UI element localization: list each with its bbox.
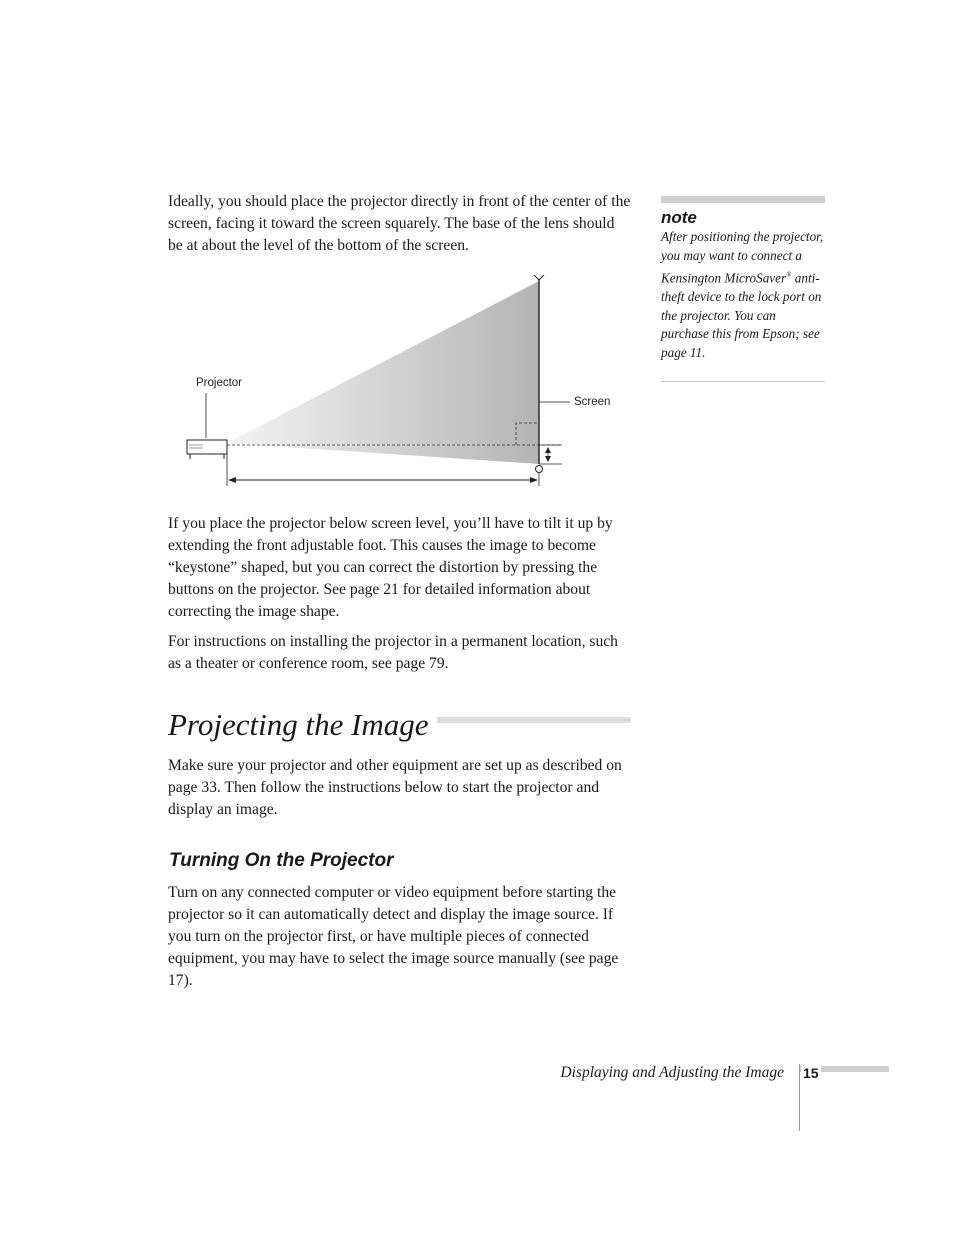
footer-divider <box>799 1064 800 1131</box>
offset-arrow-head-up <box>545 447 551 453</box>
distance-arrow-head-right <box>530 477 538 483</box>
page-number: 15 <box>803 1065 819 1081</box>
note-heading: note <box>661 208 697 227</box>
subsection-heading: Turning On the Projector <box>169 850 394 871</box>
offset-arrow-head-down <box>545 456 551 462</box>
registered-mark: ® <box>786 270 792 279</box>
note-text-end: anti-theft device to the lock port on the projector. You can purchase this from Epson; see page 11. <box>661 269 822 361</box>
tilt-paragraph: If you place the projector below screen level, you’ll have to tilt it up by extending the front adjustable foot. This causes the image to become “keystone” shaped, but you can correct the distortion by pressing the buttons on the projector. See page 21 for detailed information about correcting the image shape. <box>168 515 613 620</box>
note-divider <box>661 381 825 382</box>
section-heading: Projecting the Image <box>168 705 437 745</box>
distance-arrow-head-left <box>228 477 236 483</box>
projection-beam <box>227 281 539 464</box>
footer-chapter-title: Displaying and Adjusting the Image <box>560 1064 784 1081</box>
setup-paragraph: Make sure your projector and other equipment are set up as described on page 33. Then follow the instructions below to start the projector and display an image. <box>168 757 622 818</box>
screen-label: Screen <box>574 396 611 408</box>
power-on-paragraph: Turn on any connected computer or video equipment before starting the projector so it can automatically detect and display the image source. If you turn on the projector first, or have multiple pieces of connected equipment, you may have to select the image source manually (see page 17). <box>168 884 619 989</box>
note-bar <box>661 196 825 203</box>
screen-bottom-mark <box>536 466 543 473</box>
projector-label: Projector <box>196 377 243 389</box>
projector-placement-diagram <box>180 268 611 493</box>
note-sidebar <box>661 196 825 363</box>
installation-paragraph: For instructions on installing the projector in a permanent location, such as a theater or conference room, see page 79. <box>168 633 618 672</box>
note-text <box>661 228 825 363</box>
note-text-start: After positioning the projector, you may want to connect a Kensington MicroSaver <box>661 229 824 285</box>
intro-paragraph: Ideally, you should place the projector directly in front of the center of the screen, facing it toward the screen squarely. The base of the lens should be at about the level of the bottom of the screen. <box>168 193 631 254</box>
projector-icon <box>187 440 227 459</box>
